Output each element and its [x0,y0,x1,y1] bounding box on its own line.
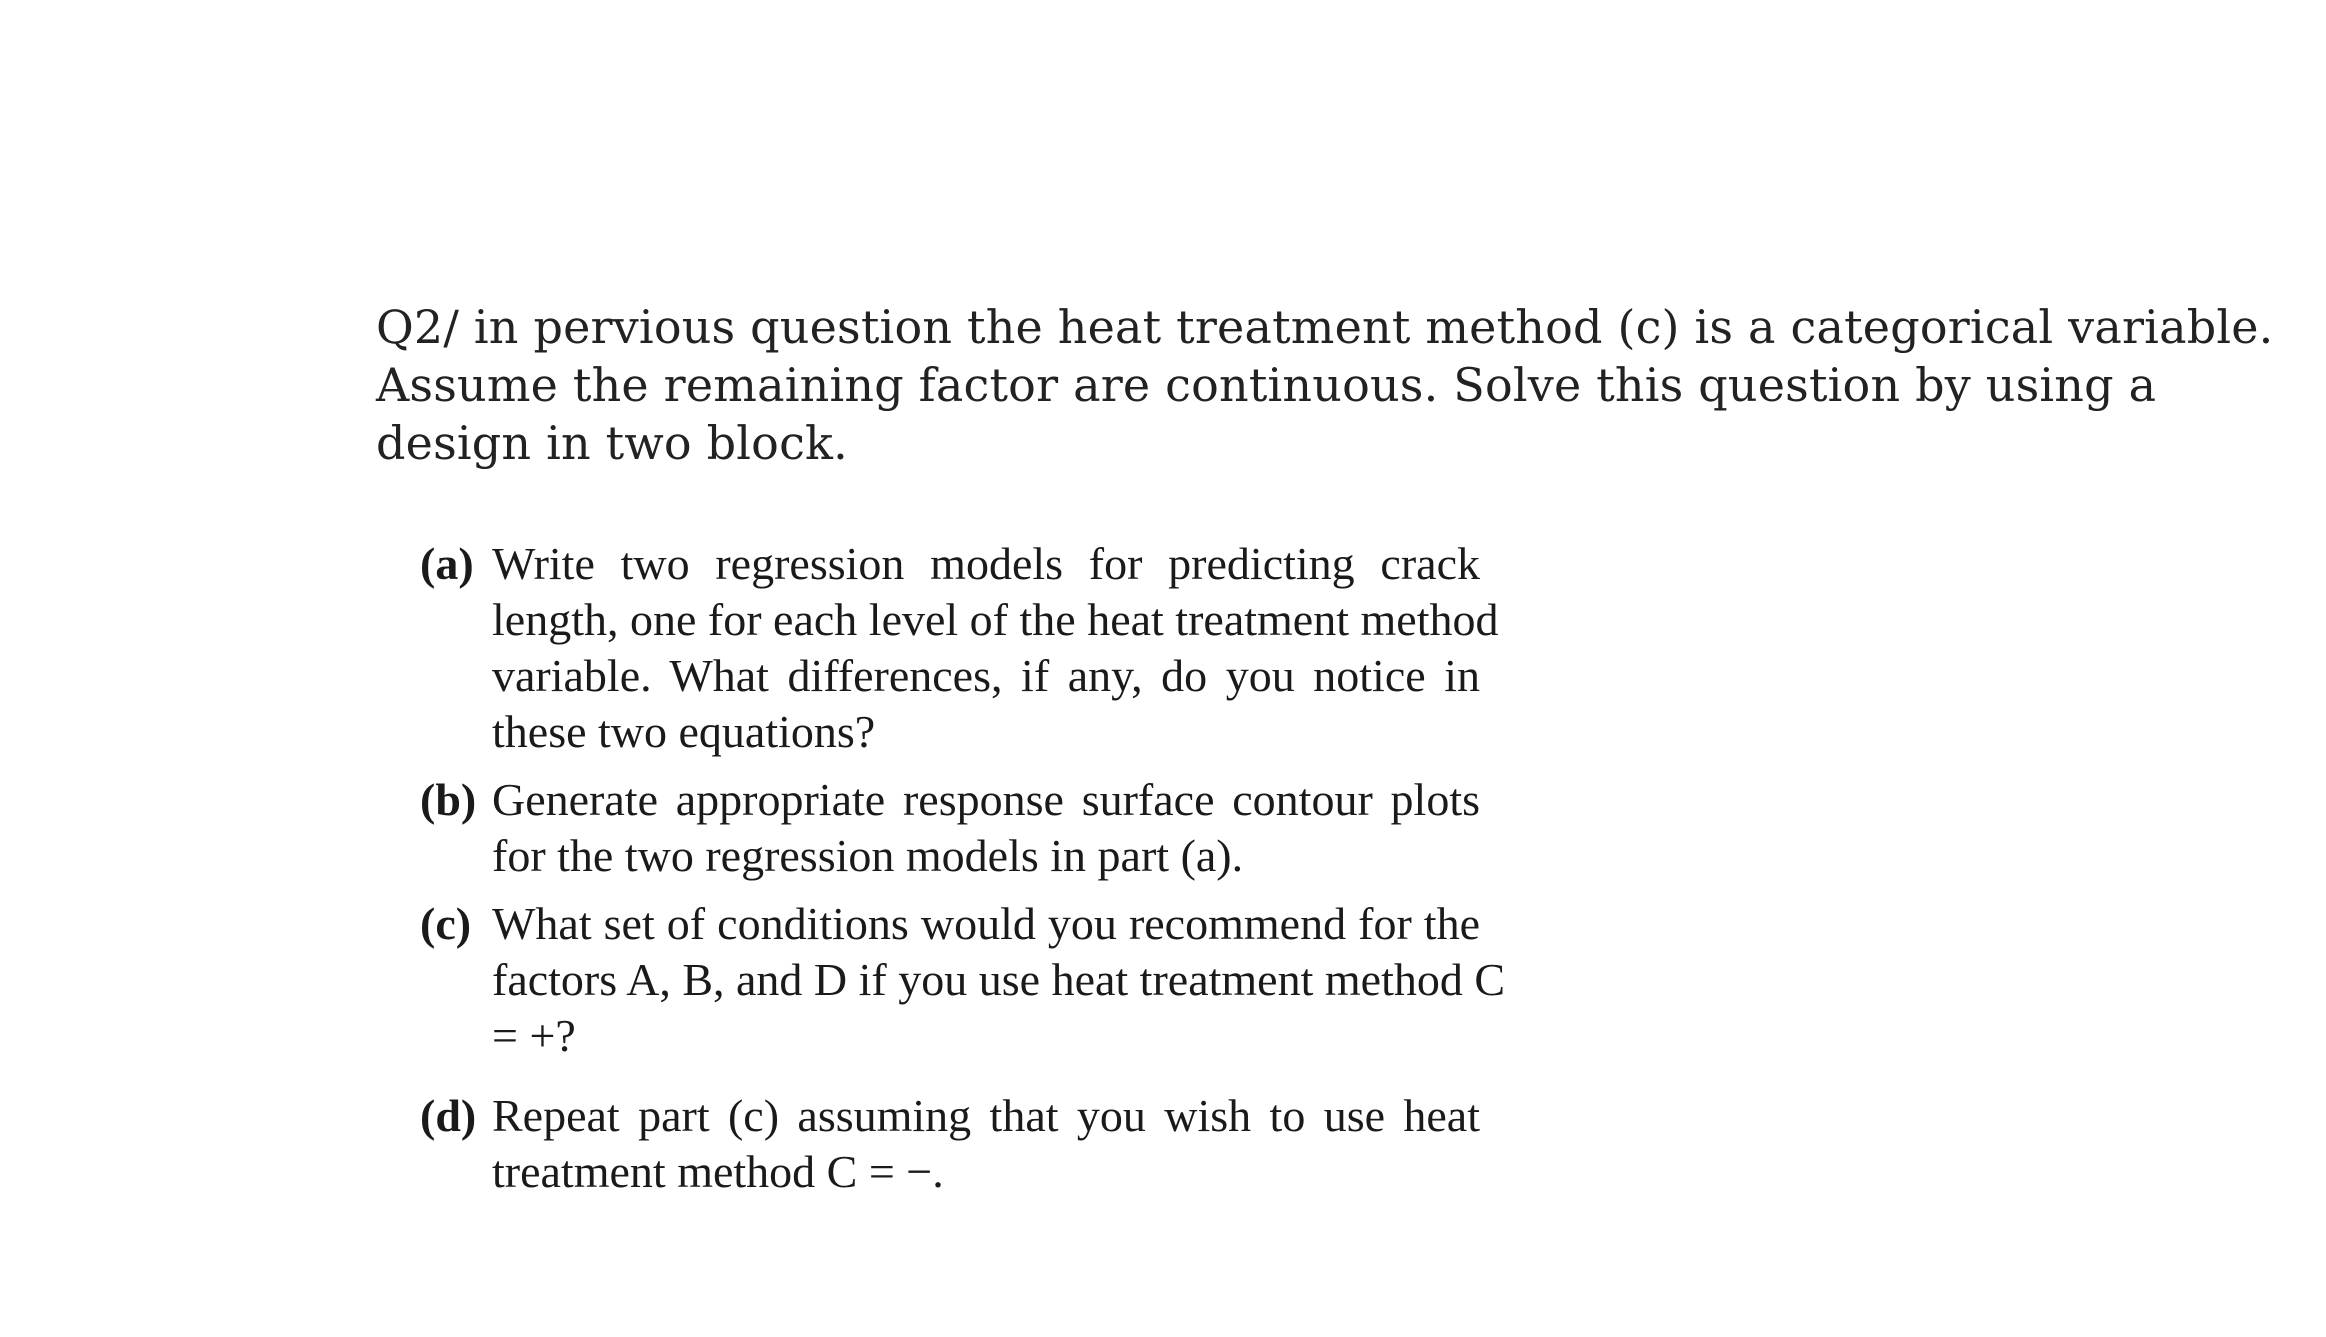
part-line: length, one for each level of the heat treatment method [492,594,1499,645]
part-line: these two equations? [492,706,876,757]
part-line: factors A, B, and D if you use heat treatment method C [492,954,1506,1005]
question-parts [420,536,1506,1200]
question-line: Assume the remaining factor are continuous. Solve this question by using a [376,358,2157,412]
part-line: = +? [492,1010,576,1061]
part-line: for the two regression models in part (a). [492,830,1244,881]
question-text [376,298,2274,472]
part-line: What set of conditions would you recommend for the [492,898,1480,949]
part-label: (b) [420,774,477,825]
part-line: treatment method C = −. [492,1146,944,1197]
part-label: (d) [420,1090,477,1141]
question-line: design in two block. [376,416,848,470]
part-line: Generate appropriate response surface contour plots [492,774,1480,825]
part-d [420,1088,1480,1200]
part-text [492,896,1506,1064]
part-text [492,772,1480,884]
part-label: (c) [420,898,472,949]
part-label: (a) [420,538,474,589]
part-line: Write two regression models for predicting crack [492,538,1480,589]
part-c [420,896,1506,1064]
part-line: Repeat part (c) assuming that you wish to use heat [492,1090,1480,1141]
part-b [420,772,1480,884]
question-line: Q2/ in pervious question the heat treatment method (c) is a categorical variable. [376,300,2274,354]
part-a [420,536,1499,760]
part-text [492,536,1499,760]
part-text [492,1088,1480,1200]
part-line: variable. What differences, if any, do you notice in [492,650,1480,701]
